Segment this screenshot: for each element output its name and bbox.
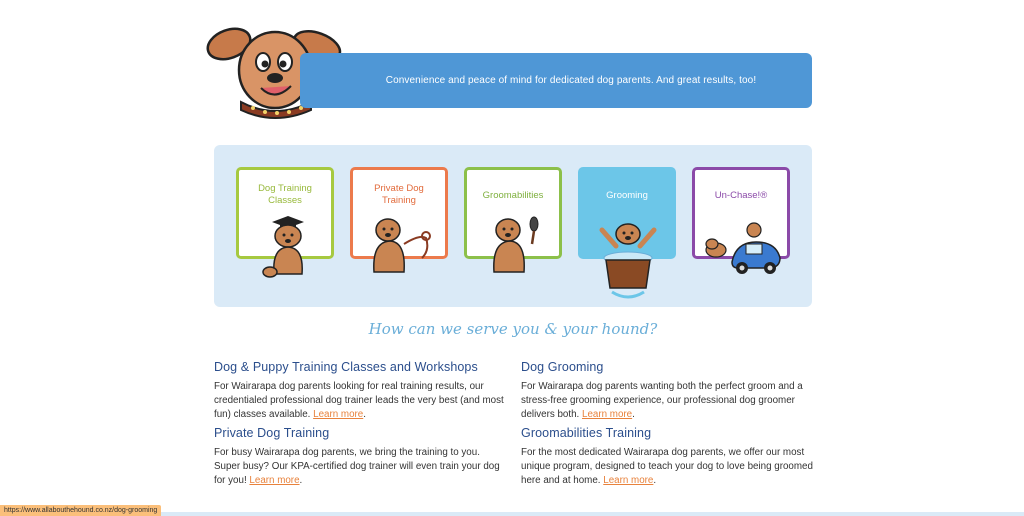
brush-dog-icon bbox=[482, 214, 544, 276]
page-headline: How can we serve you & your hound? bbox=[368, 320, 658, 338]
status-bar-url: https://www.allabouthehound.co.nz/dog-grooming bbox=[0, 505, 161, 516]
section-title: Private Dog Training bbox=[214, 426, 330, 440]
tagline-text: Convenience and peace of mind for dedicated dog parents. And great results, too! bbox=[385, 75, 757, 86]
section-title: Dog & Puppy Training Classes and Workshops bbox=[214, 360, 478, 374]
card-label: Grooming bbox=[606, 190, 648, 201]
learn-more-link[interactable]: Learn more bbox=[249, 475, 300, 486]
dog-car-icon bbox=[698, 220, 784, 276]
section-body: For Wairarapa dog parents wanting both the perfect groom and a stress-free grooming experience, our professional dog groomer delivers both. Learn more. bbox=[521, 381, 803, 420]
section-title: Groomabilities Training bbox=[521, 426, 652, 440]
section-body: For Wairarapa dog parents looking for real training results, our credentialed professional dog trainer leads the very best (and most fun) classes available. Learn more. bbox=[214, 381, 504, 420]
section-body: For busy Wairarapa dog parents, we bring the training to you. Super busy? Our KPA-certified dog trainer will even train your dog for you! Learn more. bbox=[214, 447, 500, 486]
section-private-training bbox=[214, 426, 506, 488]
learn-more-link[interactable]: Learn more bbox=[582, 409, 633, 420]
section-body: For the most dedicated Wairarapa dog parents, we offer our most unique program, designed to teach your dog to love being groomed here and at home. Learn more. bbox=[521, 447, 813, 486]
section-training-classes bbox=[214, 360, 506, 422]
learn-more-link[interactable]: Learn more bbox=[603, 475, 654, 486]
card-label: Dog Training Classes bbox=[258, 183, 312, 206]
card-label: Private Dog Training bbox=[374, 183, 424, 206]
section-groomabilities-training bbox=[521, 426, 813, 488]
card-label: Un-Chase!® bbox=[714, 190, 768, 201]
tagline-banner bbox=[300, 53, 812, 108]
graduate-dog-icon bbox=[258, 214, 314, 280]
section-dog-grooming bbox=[521, 360, 813, 422]
bath-dog-icon bbox=[598, 216, 658, 300]
section-title: Dog Grooming bbox=[521, 360, 604, 374]
leash-dog-icon bbox=[364, 214, 440, 278]
learn-more-link[interactable]: Learn more bbox=[313, 409, 364, 420]
card-label: Groomabilities bbox=[482, 190, 544, 201]
